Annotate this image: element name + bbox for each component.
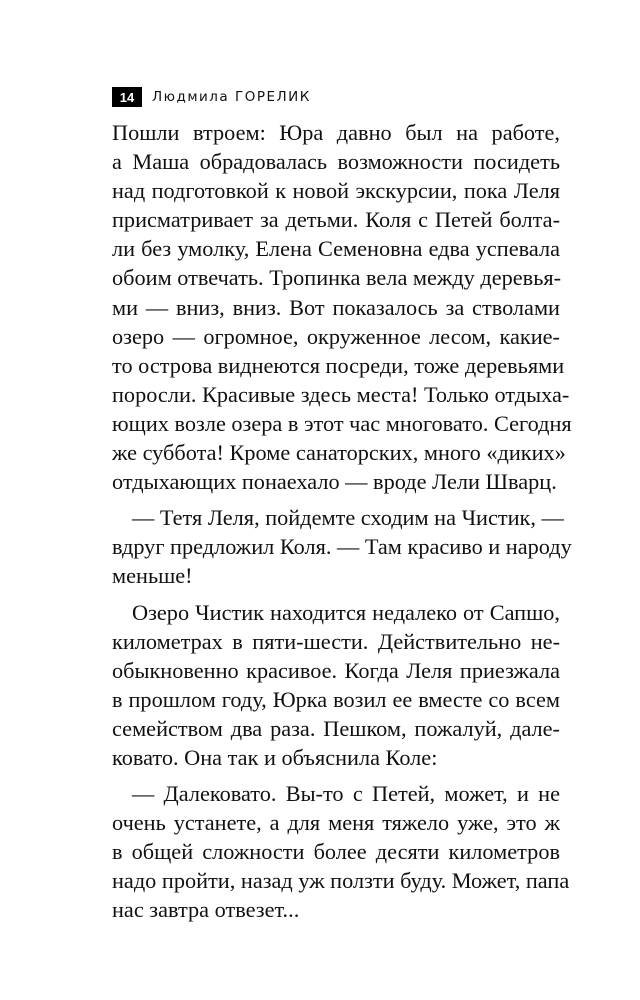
- text-line: — Далековато. Вы-то с Петей, может, и не: [132, 781, 560, 807]
- paragraph: [112, 503, 572, 590]
- paragraph: [112, 779, 570, 924]
- text-line: озеро — огромное, окруженное лесом, какие-: [112, 323, 560, 349]
- text-line: ми — вниз, вниз. Вот показалось за стволами: [112, 294, 560, 320]
- text-line: над подготовкой к новой экскурсии, пока Леля: [112, 178, 560, 204]
- text-line: поросли. Красивые здесь места! Только отдыха-: [112, 381, 570, 407]
- text-line: обыкновенно красивое. Когда Леля приезжала: [112, 657, 560, 683]
- running-head-author: Людмила ГОРЕЛИК: [152, 89, 311, 105]
- text-line: — Тетя Леля, пойдемте сходим на Чистик, —: [132, 505, 564, 531]
- text-line: а Маша обрадовалась возможности посидеть: [112, 149, 560, 175]
- text-line: надо пройти, назад уж ползти буду. Может, папа: [112, 868, 570, 894]
- paragraph: [112, 118, 572, 496]
- text-line: очень устанете, а для меня тяжело уже, это ж: [112, 810, 560, 836]
- text-line: семейством два раза. Пешком, пожалуй, дале-: [112, 715, 560, 741]
- text-line: присматривает за детьми. Коля с Петей болта-: [112, 207, 560, 233]
- text-line: нас завтра отвезет...: [112, 897, 300, 923]
- text-line: километрах в пяти-шести. Действительно не-: [112, 628, 560, 654]
- text-line: ющих возле озера в этот час многовато. Сегодня: [112, 410, 572, 436]
- text-line: Озеро Чистик находится недалеко от Сапшо,: [132, 599, 560, 625]
- body-text: [112, 118, 572, 925]
- paragraph: [112, 598, 560, 773]
- text-line: вдруг предложил Коля. — Там красиво и народу: [112, 534, 572, 560]
- text-line: в общей сложности более десяти километров: [112, 839, 560, 865]
- text-line: в прошлом году, Юрка возил ее вместе со всем: [112, 686, 560, 712]
- text-line: Пошли втроем: Юра давно был на работе,: [112, 120, 560, 145]
- text-line: обоим отвечать. Тропинка вела между деревья-: [112, 265, 562, 291]
- text-line: ли без умолку, Елена Семеновна едва успевала: [112, 236, 560, 262]
- text-line: же суббота! Кроме санаторских, много «диких»: [112, 440, 566, 466]
- text-line: ковато. Она так и объяснила Коле:: [112, 744, 438, 770]
- text-line: отдыхающих понаехало — вроде Лели Шварц.: [112, 469, 557, 495]
- text-line: то острова виднеются посреди, тоже деревьями: [112, 352, 565, 378]
- page-number: 14: [112, 87, 142, 107]
- page-header: [112, 86, 311, 108]
- text-line: меньше!: [112, 563, 193, 589]
